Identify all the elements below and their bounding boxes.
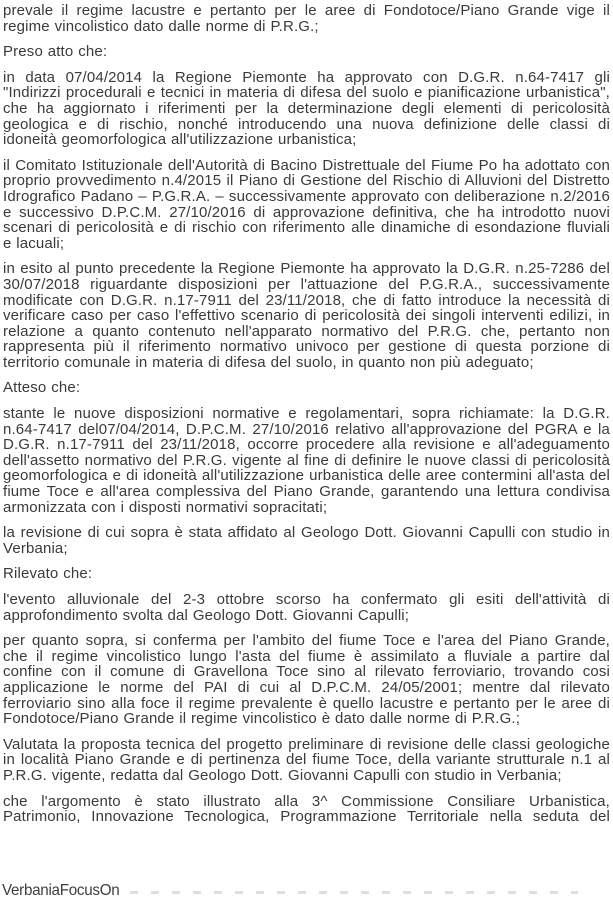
watermark: VerbaniaFocusOn <box>2 882 120 899</box>
paragraph-commissione-consiliare: che l'argomento è stato illustrato alla 3^ Commissione Consiliare Urbanistica, Patrimonio, Innovazione Tecnologica, Programmazione Territoriale nella seduta del <box>3 792 610 826</box>
paragraph-regime-vincolistico: per quanto sopra, si conferma per l'ambito del fiume Toce e l'area del Piano Grande, che il regime vincolistico lungo l'asta del fiume è assimilato a fluviale a partire dal confine con il comune di Gravellona Toce sino al rilevato ferroviario, trovando cosi applicazione le norme del PAI di cui al D.P.C.M. 24/05/2001; mentre dal rilevato ferroviario sino alla foce il regime prevalente è quello lacustre e pertanto per le aree di Fondotoce/Piano Grande il regime vincolistico è dato dalle norme di P.R.G.; <box>3 632 610 728</box>
clipped-text-line <box>130 891 578 894</box>
paragraph-continuation-lacustre: prevale il regime lacustre e pertanto per le aree di Fondotoce/Piano Grande vige il regime vincolistico dato dalle norme di P.R.G.; <box>3 2 610 35</box>
paragraph-evento-alluvionale: l'evento alluvionale del 2-3 ottobre scorso ha confermato gli esiti dell'attività di approfondimento svolta dal Geologo Dott. Giovanni Capulli; <box>3 591 610 624</box>
heading-preso-atto-che: Preso atto che: <box>3 43 108 61</box>
paragraph-dgr-64-7417: in data 07/04/2014 la Regione Piemonte ha approvato con D.G.R. n.64-7417 gli "Indirizzi procedurali e tecnici in materia di difesa del suolo e pianificazione urbanistica", che ha aggiornato i riferimenti per la determinazione degli elementi di pericolosità geologica e di rischio, nonché introducendo una nuova definizione delle classi di idoneità geomorfologica all'utilizzazione urbanistica; <box>3 68 610 149</box>
heading-atteso-che: Atteso che: <box>3 379 81 397</box>
heading-rilevato-che: Rilevato che: <box>3 565 93 583</box>
paragraph-stante-nuove-disposizioni: stante le nuove disposizioni normative e regolamentari, sopra richiamate: la D.G.R. n.64-7417 del07/04/2014, D.P.C.M. 27/10/2016 relativo all'approvazione del PGRA e la D.G.R. n.17-7911 del 23/11/2018, occorre procedere alla revisione e all'adeguamento dell'assetto normativo del P.R.G. vigente al fine di definire le nuove classi di pericolosità geomorfologica e di idoneità all'utilizzazione urbanistica delle aree contermini all'asta del fiume Toce e all'area complessiva del Piano Grande, garantendo una lettura condivisa armonizzata con i disposti normativi sopracitati; <box>3 405 610 516</box>
paragraph-valutata-proposta: Valutata la proposta tecnica del progetto preliminare di revisione delle classi geologiche in località Piano Grande e di pertinenza del fiume Toce, della variante strutturale n.1 al P.R.G. vigente, redatta dal Geologo Dott. Giovanni Capulli con studio in Verbania; <box>3 735 610 784</box>
document-body <box>3 3 610 825</box>
paragraph-dgr-25-7286: in esito al punto precedente la Regione Piemonte ha approvato la D.G.R. n.25-7286 del 30/07/2018 riguardante disposizioni per l'attuazione del P.G.R.A., successivamente modificate con D.G.R. n.17-7911 del 23/11/2018, che di fatto introduce la necessità di verificare caso per caso l'effettivo scenario di pericolosità dei singoli interventi edilizi, in relazione a quanto contenuto nell'apparato normativo del P.R.G. che, pertanto non rappresenta più il riferimento normativo univoco per gestione di questa porzione di territorio comunale in materia di difesa del suolo, in quanto non più adeguato; <box>3 260 610 371</box>
paragraph-comitato-istituzionale: il Comitato Istituzionale dell'Autorità di Bacino Distrettuale del Fiume Po ha adottato con proprio provvedimento n.4/2015 il Piano di Gestione del Rischio di Alluvioni del Distretto Idrografico Padano – P.G.R.A. – successivamente approvato con deliberazione n.2/2016 e successivo D.P.C.M. 27/10/2016 di approvazione definitiva, che ha introdotto nuovi scenari di pericolosità e di rischio con riferimento alle dinamiche di esondazione fluviali e lacuali; <box>3 156 610 252</box>
paragraph-revisione-affidata: la revisione di cui sopra è stata affidato al Geologo Dott. Giovanni Capulli con studio in Verbania; <box>3 524 610 557</box>
